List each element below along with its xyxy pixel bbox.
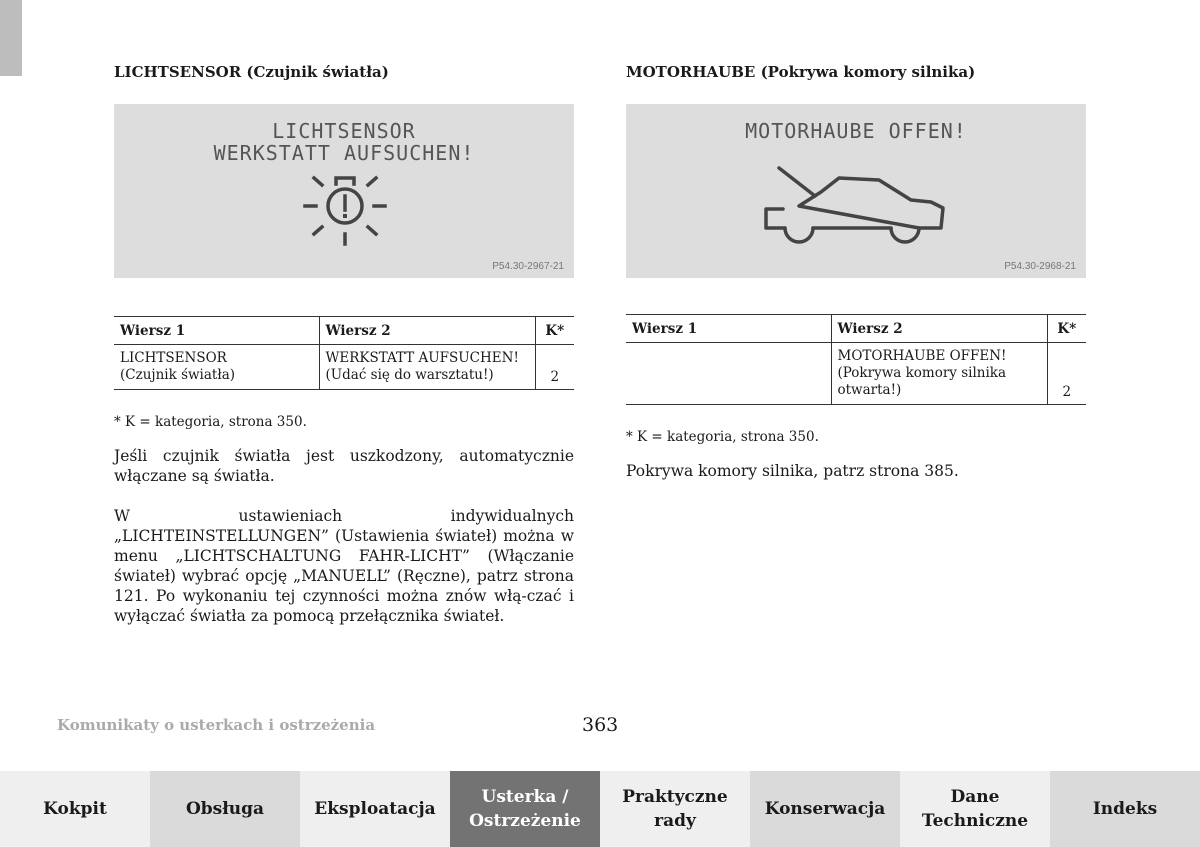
table-header-line2: Wiersz 2 [831, 315, 1047, 343]
footnote: * K = kategoria, strona 350. [114, 414, 307, 430]
display-image-code: P54.30-2967-21 [492, 261, 564, 272]
nav-tab-usterka-ostrzezenie[interactable]: Usterka / Ostrzeżenie [450, 771, 600, 847]
nav-tab-indeks[interactable]: Indeks [1050, 771, 1200, 847]
nav-tab-dane-techniczne[interactable]: Dane Techniczne [900, 771, 1050, 847]
display-line-2: WERKSTATT AUFSUCHEN! [213, 141, 475, 165]
chapter-navigation [0, 771, 1200, 847]
message-table [114, 316, 574, 390]
table-header-category: K* [535, 317, 574, 345]
section-title-lichtsensor: LICHTSENSOR (Czujnik światła) [114, 63, 389, 81]
chapter-title: Komunikaty o usterkach i ostrzeżenia [57, 716, 376, 734]
table-header-line1: Wiersz 1 [114, 317, 319, 345]
left-column [114, 60, 574, 626]
nav-tab-obsluga[interactable]: Obsługa [150, 771, 300, 847]
display-line-1: LICHTSENSOR [272, 119, 416, 143]
nav-tab-eksploatacja[interactable]: Eksploatacja [300, 771, 450, 847]
nav-tab-kokpit[interactable]: Kokpit [0, 771, 150, 847]
section-title-motorhaube: MOTORHAUBE (Pokrywa komory silnika) [626, 63, 976, 81]
nav-tab-konserwacja[interactable]: Konserwacja [750, 771, 900, 847]
table-cell-line1 [626, 343, 831, 405]
display-lichtsensor [114, 104, 574, 278]
table-cell-category: 2 [535, 345, 574, 390]
nav-tab-praktyczne-rady[interactable]: Praktyczne rady [600, 771, 750, 847]
display-image-code: P54.30-2968-21 [1004, 261, 1076, 272]
table-header-line2: Wiersz 2 [319, 317, 535, 345]
table-row [626, 343, 1086, 405]
paragraph: Jeśli czujnik światła jest uszkodzony, automatycznie włączane są światła. [114, 447, 574, 485]
table-cell-line2: MOTORHAUBE OFFEN! (Pokrywa komory silnika otwarta!) [831, 343, 1047, 405]
light-sensor-warning-icon [300, 168, 390, 248]
page-number: 363 [582, 714, 619, 736]
paragraph: Pokrywa komory silnika, patrz strona 385. [626, 462, 959, 480]
table-cell-line2: WERKSTATT AUFSUCHEN! (Udać się do warsztatu!) [319, 345, 535, 390]
table-cell-category: 2 [1047, 343, 1086, 405]
display-line-1: MOTORHAUBE OFFEN! [745, 119, 967, 143]
page-corner-marker [0, 0, 22, 76]
table-header-category: K* [1047, 315, 1086, 343]
car-hood-open-icon [761, 162, 951, 250]
footnote: * K = kategoria, strona 350. [626, 429, 819, 445]
table-header-line1: Wiersz 1 [626, 315, 831, 343]
paragraph: W ustawieniach indywidualnych „LICHTEINSTELLUNGEN” (Ustawienia świateł) można w menu „LICHTSCHALTUNG FAHR-LICHT” (Włączanie świateł) wybrać opcję „MANUELL” (Ręczne), patrz strona 121. Po wykonaniu tej czynności można znów włą-czać i wyłączać światła za pomocą przełącznika świateł. [114, 507, 574, 625]
table-cell-line1: LICHTSENSOR (Czujnik światła) [114, 345, 319, 390]
message-table [626, 314, 1086, 405]
right-column [626, 60, 1086, 481]
table-row [114, 345, 574, 390]
display-motorhaube [626, 104, 1086, 278]
